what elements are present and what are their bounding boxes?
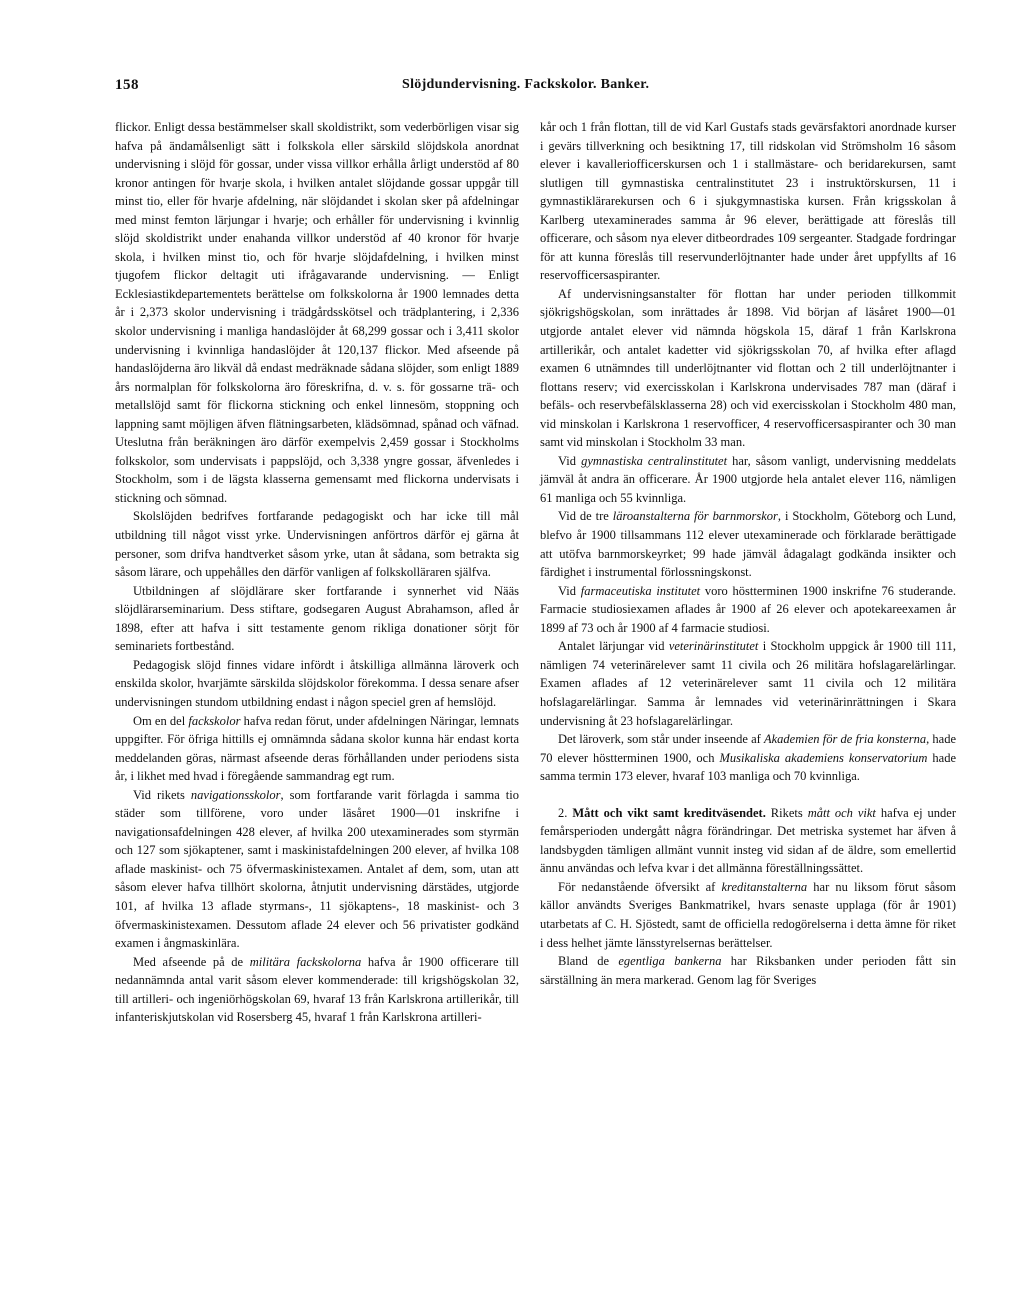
italic-term: veterinärinstitutet	[668, 639, 759, 654]
page-number: 158	[115, 77, 139, 93]
text-run: Vid de tre	[558, 509, 613, 524]
paragraph	[540, 637, 956, 730]
running-title: Slöjdundervisning. Fackskolor. Banker.	[402, 77, 650, 92]
text-run: , hade 70 elever höstterminen 1900, och	[540, 732, 956, 765]
text-run: Med afseende på de	[133, 954, 250, 969]
paragraph: Pedagogisk slöjd finnes vidare infördt i åtskilliga allmänna läroverk och enskilda skolor, hvarjämte särskilda slöjdskolor förekomma. I dessa senare afser undervisningen stundom utbildning endast i någon speciel gren af hemslöjd.	[115, 657, 519, 709]
page-header	[115, 77, 955, 101]
italic-term: kreditanstalterna	[721, 879, 808, 894]
section-number: 2.	[558, 805, 573, 820]
italic-term: Akademien för de fria konsterna	[764, 732, 927, 747]
paragraph	[540, 730, 956, 786]
paragraph: flickor. Enligt dessa bestämmelser skall skoldistrikt, som vederbörligen visar sig hafva på ändamålsenligt sätt i folkskola eller särskild slöjdskola anordnat undervisning i slöjd för gossar, under vissa villkor erhålla årligt understöd af 80 kronor antingen för hvarje skola, i hvilken antalet slöjdande gossar uppgår till minst tio, eller för hvarje afdelning, när slöjdandet i skolan sker på afdelningar med minst femton lärjungar i hvarje; och erhåller för undervisning i kvinnlig slöjd skoldistrikt under enahanda villkor understöd af 40 kronor för hvarje skola, i hvilken minst tio, och för hvarje slöjdafdelning, i hvilken minst tjugofem flickor deltagit uti ifrågavarande undervisning. — Enligt Ecklesiastikdepartementets berättelse om folkskolorna år 1900 lemnades detta år i 2,373 skolor undervisning i trädgårdsskötsel och trädplantering, i 2,336 skolor undervisning i manliga handaslöjder åt 68,299 gossar och i 3,411 skolor undervisning i kvinnliga handaslöjder åt 120,137 flickor. Med afseende på handaslöjderna äro likväl då endast medräknade sådana slöjder, som enligt 1889 års normalplan för folkskolorna äro föreskrifna, d. v. s. för gossarne trä- och metallslöjd samt för flickorna stickning och enkel linnesöm, stoppning och lappning samt möjligen äfven flätningsarbeten, klädsömnad, spånad och väfnad. Uteslutna från beräkningen äro därför exempelvis 2,459 gossar i Stockholms folkskolor, som undervisats i pappslöjd, och 3,338 yngre gossar, äfvenledes i Stockholm, som i de lägsta klasserna gemensamt med flickorna undervisats i stickning och sömnad.	[115, 120, 519, 505]
text-run: har nu liksom förut såsom källor användts Sveriges Bankmatrikel, hvars senaste upplaga (för år 1901) utarbetats af C. H. Sjöstedt, samt de officiella redogörelserna i detta ämne för riket i dess helhet jämte länsstyrelsernas berättelser.	[540, 879, 956, 950]
text-run: Vid rikets	[133, 787, 191, 802]
paragraph	[115, 953, 519, 1027]
italic-term: farmaceutiska institutet	[580, 583, 701, 598]
paragraph	[540, 878, 956, 952]
text-run: Det läroverk, som står under inseende af	[558, 732, 764, 747]
text-run: Antalet lärjungar vid	[558, 639, 669, 654]
italic-term: Musikaliska akademiens konservatorium	[719, 750, 928, 765]
italic-term: fackskolor	[188, 713, 241, 728]
text-run: Bland de	[558, 954, 619, 969]
text-run: , i Stockholm, Göteborg och Lund, blefvo år 1900 tillsammans 112 elever utexaminerade och förklarade berättigade att utöfva barnmorskeyrket; 99 hade jämväl ådagalagt godkända insikter och färdighet i instrumental förlossningskonst.	[540, 509, 956, 580]
right-column	[540, 118, 956, 989]
paragraph: Skolslöjden bedrifves fortfarande pedagogiskt och har icke till mål utbildning till något visst yrke. Undervisningen anförtros därför ej gärna åt personer, som drifva handtverket såsom yrke, utan åt sådana, som betrakta sig såsom lärare, och uppehålles den därför vanligen af folkskolläraren själfva.	[115, 509, 519, 580]
text-run: hafva ej under femårsperioden undergått några förändringar. Det metriska systemet har äfven å landsbygden tämligen allmänt vunnit insteg vid sidan af de äldre, som emellertid ännu användas och lefva kvar i det allmänna föreställningssättet.	[540, 805, 956, 876]
paragraph: Af undervisningsanstalter för flottan har under perioden tillkommit sjökrigshögskolan, som inrättades år 1898. Vid början af läsåret 1900—01 utgjorde antalet elever vid nämnda högskola 15, däraf 1 från Karlskrona artillerikår, och antalet kadetter vid sjökrigsskolan 70, af hvilka efter aflagd examen 6 utnämndes till underlöjtnanter vid flottan och 2 till underlöjtnanter i flottans reserv; vid exercisskolan i Karlskrona undervisades 787 man (däraf i befäls- och reservbefälsklasserna 28) och vid exercisskolan i Stockholm 480 man, vid minskolan i Karlskrona 1 reservofficer, 4 reservofficersaspiranter och 30 man samt vid minskolan i Stockholm 33 man.	[540, 286, 956, 450]
paragraph: Utbildningen af slöjdlärare sker fortfarande i synnerhet vid Nääs slöjdlärarseminarium. Dess stiftare, godsegaren August Abrahamson, afled år 1898, efter att hafva i sitt testamente genom rikliga donationer sörjt för seminariets fortbestånd.	[115, 583, 519, 654]
text-run: Rikets	[765, 805, 808, 820]
paragraph	[540, 507, 956, 581]
paragraph: kår och 1 från flottan, till de vid Karl Gustafs stads gevärsfaktori anordnade kurser i gevärs tillverkning och besiktning 17, till ridskolan vid Strömsholm 16 såsom elever i kavalleriofficerskursen och 1 i stallmästare- och beridarekursen, samt slutligen till gymnastiska centralinstitutet 23 i instruktörskursen, 11 i gymnastiklärarekursen och 6 i sjukgymnastiska kursen. Från krigsskolan å Karlberg utexaminerades samma år 96 elever, berättigade att föreslås till officerare, och såsom nya elever ditbeordrades 109 sergeanter. Stadgade fordringar för att kunna föreslås till reservunderlöjtnanter hade under året uppfyllts af 16 reservofficersaspiranter.	[540, 120, 956, 283]
italic-term: militära fackskolorna	[249, 954, 362, 969]
text-run: Vid	[558, 583, 581, 598]
italic-term: läroanstalterna för barnmorskor	[612, 509, 778, 524]
paragraph	[540, 452, 956, 508]
text-run: i Stockholm uppgick år 1900 till 111, nämligen 74 veterinärelever samt 11 civila och 26 militära hofslagarelärlingar. Examen aflades af 12 veterinärelever samt 11 civila och 12 militära hofslagarelärlingar. Samma år lemnades vid veterinärinrättningen i Skara undervisning åt 23 hofslagarelärlingar.	[540, 639, 956, 728]
italic-term: gymnastiska centralinstitutet	[581, 453, 728, 468]
text-run: hafva år 1900 officerare till nedannämnda antal varit såsom elever kommenderade: till krigshögskolan 32, till artilleri- och ingeniörhögskolan 69, hvaraf 13 från Karlskrona artillerikår, till infanteriskjutskolan vid Rosersberg 45, hvaraf 1 från Karlskrona artilleri-	[115, 954, 520, 1025]
text-run: har, såsom vanligt, undervisning meddelats jämväl åt andra än officerare. År 1900 utgjorde hela antalet elever 116, nämligen 61 manliga och 55 kvinnliga.	[540, 453, 956, 505]
text-run: hade samma termin 173 elever, hvaraf 103 manliga och 70 kvinnliga.	[540, 750, 956, 784]
text-run: voro höstterminen 1900 inskrifne 76 studerande. Farmacie studiosiexamen aflades år 1900 af 26 elever och apotekareexamen år 1899 af 73 och år 1900 af 4 farmacie studiosi.	[540, 583, 956, 635]
text-run: har Riksbanken under perioden fått sin särställning än mera markerad. Genom lag för Sveriges	[540, 954, 956, 987]
italic-term: navigationsskolor	[190, 787, 281, 802]
paragraph	[540, 952, 956, 989]
text-run: För nedanstående öfversikt af	[558, 879, 722, 894]
paragraph	[115, 712, 519, 786]
left-column	[115, 118, 519, 1027]
text-run: Om en del	[133, 713, 189, 728]
section-heading: Mått och vikt samt kreditväsendet.	[572, 805, 766, 820]
paragraph	[540, 582, 956, 638]
italic-term: egentliga bankerna	[618, 954, 722, 969]
text-run: Vid	[558, 453, 582, 468]
text-run: hafva redan förut, under afdelningen Näringar, lemnats uppgifter. För öfriga hittills ej omnämnda sådana skolor kunna här endast korta meddelanden göras, närmast afseende deras förhållanden under periodens sista år, i likhet med hvad i föregående sammandrag egt rum.	[115, 713, 519, 784]
paragraph	[115, 786, 519, 953]
section-paragraph	[540, 804, 956, 878]
text-run: , som fortfarande varit förlagda i samma tio städer som tillförene, voro under läsåret 1900—01 inskrifne i navigationsafdelningen 428 elever, af hvilka 200 utexaminerades som styrmän och 127 som sjökaptener, samt i maskinistafdelningen 200 elever, af hvilka 108 aflade maskinist- och 75 öfvermaskinistexamen. Antalet af dem, som, utan att såsom elever hafva tillhört skolorna, åtnjutit undervisning därstädes, utgjorde 101, af hvilka 13 aflade styrmans-, 11 sjökaptens-, 18 maskinist- och 3 öfvermaskinistexamen. Dessutom aflade 24 elever och 56 privatister godkänd examen i ångmaskinlära.	[115, 787, 519, 951]
italic-term: mått och vikt	[807, 805, 876, 820]
